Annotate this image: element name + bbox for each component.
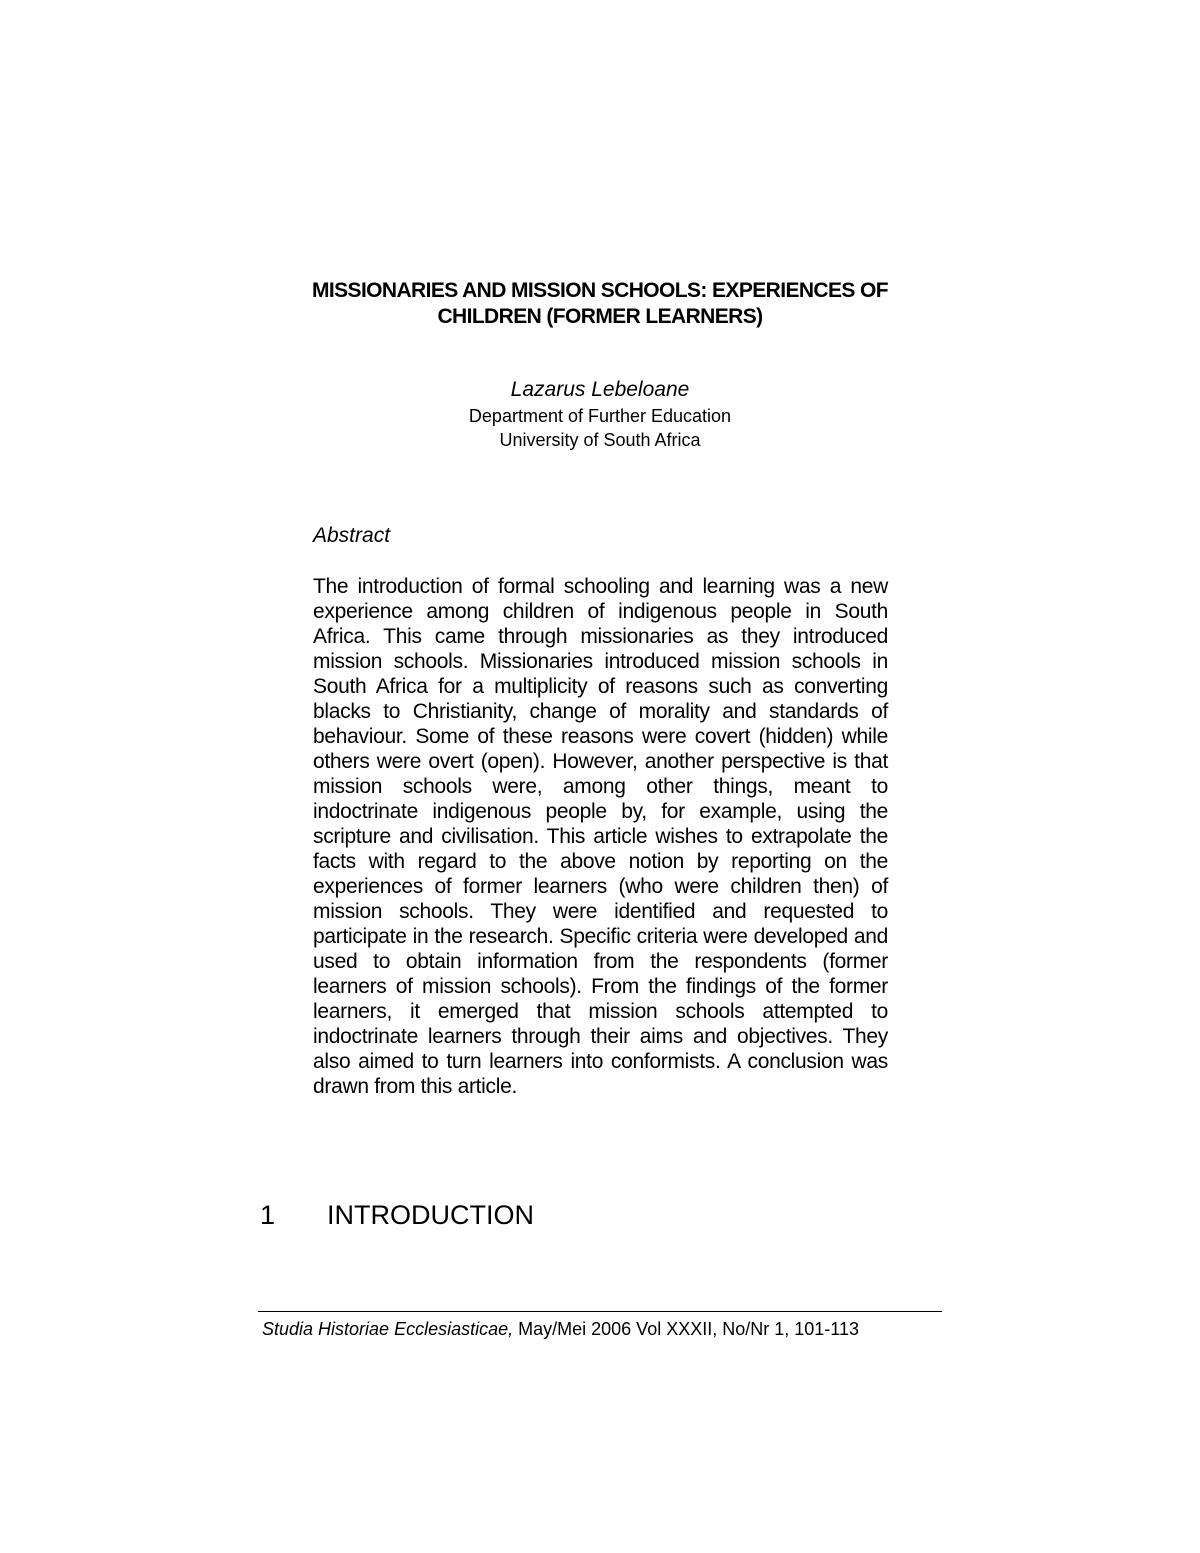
section-number: 1 xyxy=(260,1200,276,1230)
footer-issue-info: May/Mei 2006 Vol XXXII, No/Nr 1, 101-113 xyxy=(513,1319,859,1339)
author-department: Department of Further Education xyxy=(468,406,732,426)
footer-divider xyxy=(258,1311,942,1312)
author-university: University of South Africa xyxy=(499,430,701,450)
footer-citation xyxy=(262,1317,859,1341)
article-title-line-1: MISSIONARIES AND MISSION SCHOOLS: EXPERIENCES OF xyxy=(312,279,888,302)
abstract-text: The introduction of formal schooling and learning was a new experience among children of indigenous people in South Africa. This came through missionaries as they introduced mission schools. Missionaries introduced mission schools in South Africa for a multiplicity of reasons such as converting blacks to Christianity, change of morality and standards of behaviour. Some of these reasons were covert (hidden) while others were overt (open). However, another perspective is that mission schools were, among other things, meant to indoctrinate indigenous people by, for example, using the scripture and civilisation. This article wishes to extrapolate the facts with regard to the above notion by reporting on the experiences of former learners (who were children then) of mission schools. They were identified and requested to participate in the research. Specific criteria were developed and used to obtain information from the respondents (former learners of mission schools). From the findings of the former learners, it emerged that mission schools attempted to indoctrinate learners through their aims and objectives. They also aimed to turn learners into conformists. A conclusion was drawn from this article. xyxy=(313,575,888,1098)
author-name: Lazarus Lebeloane xyxy=(510,378,690,401)
article-title-line-2: CHILDREN (FORMER LEARNERS) xyxy=(437,305,763,328)
abstract-heading: Abstract xyxy=(313,524,391,547)
section-title: INTRODUCTION xyxy=(327,1200,534,1230)
section-heading xyxy=(260,1198,534,1232)
author-block xyxy=(300,376,900,452)
article-title xyxy=(250,278,950,330)
footer-journal-name: Studia Historiae Ecclesiasticae, xyxy=(262,1319,514,1339)
